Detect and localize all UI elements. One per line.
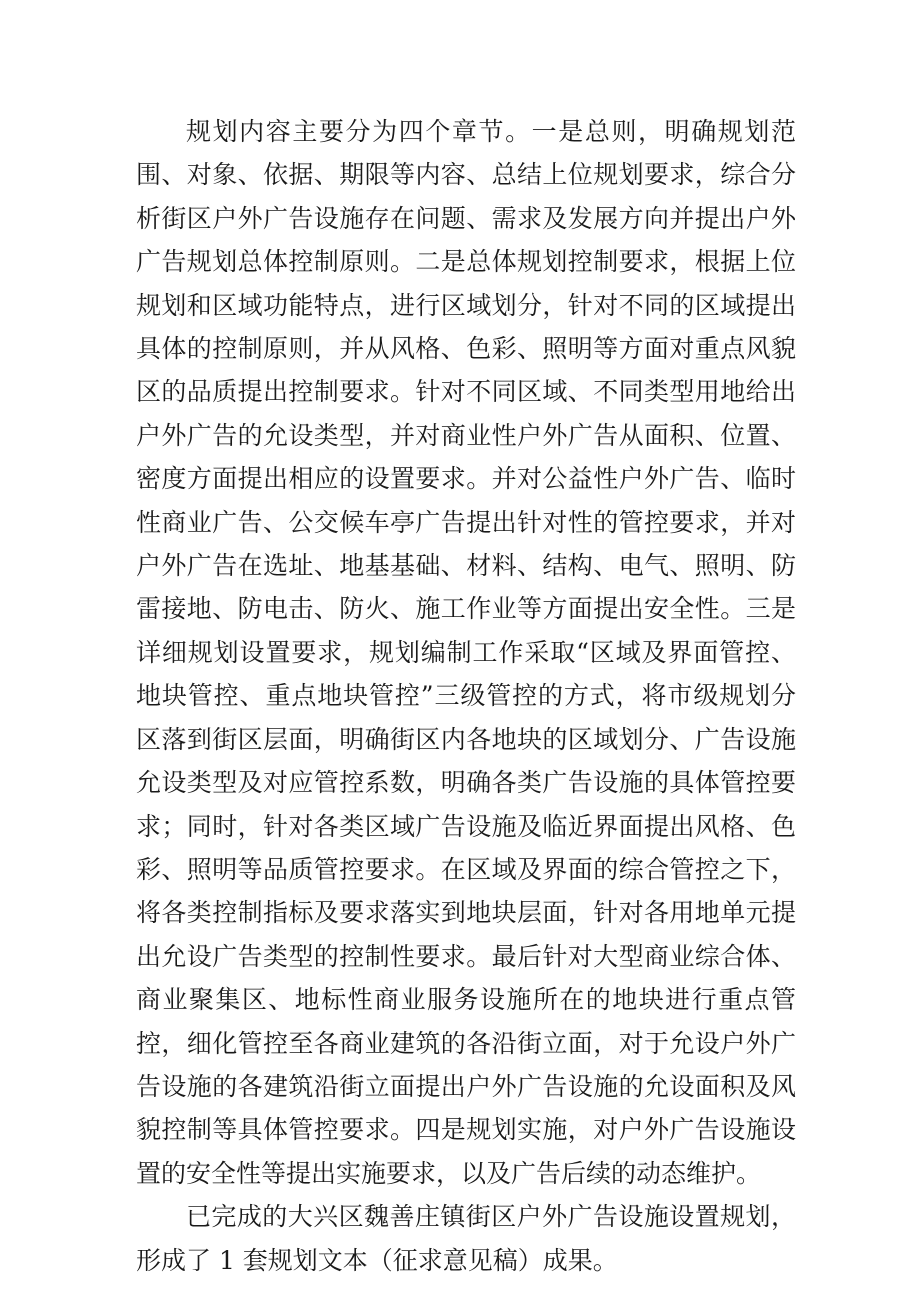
body-text — [136, 110, 796, 1282]
paragraph-plan-result: 已完成的大兴区魏善庄镇街区户外广告设施设置规划，形成了 1 套规划文本（征求意见稿）成果。 — [136, 1202, 796, 1275]
paragraph-plan-content: 规划内容主要分为四个章节。一是总则，明确规划范围、对象、依据、期限等内容、总结上位规划要求，综合分析街区户外广告设施存在问题、需求及发展方向并提出户外广告规划总体控制原则。二是总体规划控制要求，根据上位规划和区域功能特点，进行区域划分，针对不同的区域提出具体的控制原则，并从风格、色彩、照明等方面对重点风貌区的品质提出控制要求。针对不同区域、不同类型用地给出户外广告的允设类型，并对商业性户外广告从面积、位置、密度方面提出相应的设置要求。并对公益性户外广告、临时性商业广告、公交候车亭广告提出针对性的管控要求，并对户外广告在选址、地基基础、材料、结构、电气、照明、防雷接地、防电击、防火、施工作业等方面提出安全性。三是详细规划设置要求，规划编制工作采取“区域及界面管控、地块管控、重点地块管控”三级管控的方式，将市级规划分区落到街区层面，明确街区内各地块的区域划分、广告设施允设类型及对应管控系数，明确各类广告设施的具体管控要求；同时，针对各类区域广告设施及临近界面提出风格、色彩、照明等品质管控要求。在区域及界面的综合管控之下，将各类控制指标及要求落实到地块层面，针对各用地单元提出允设广告类型的控制性要求。最后针对大型商业综合体、商业聚集区、地标性商业服务设施所在的地块进行重点管控，细化管控至各商业建筑的各沿街立面，对于允设户外广告设施的各建筑沿街立面提出户外广告设施的允设面积及风貌控制等具体管控要求。四是规划实施，对户外广告设施设置的安全性等提出实施要求，以及广告后续的动态维护。 — [136, 117, 796, 1188]
